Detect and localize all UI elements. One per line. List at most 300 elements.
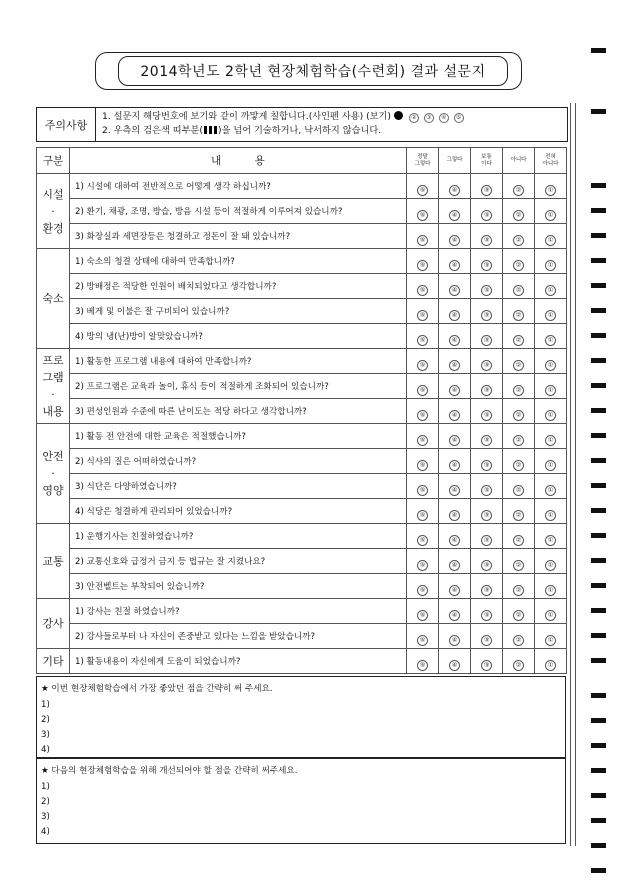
- answer-bubble[interactable]: ③: [481, 260, 492, 271]
- option-cell: [535, 199, 567, 224]
- answer-bubble[interactable]: ⑤: [417, 360, 428, 371]
- answer-bubble[interactable]: ①: [545, 510, 556, 521]
- answer-bubble[interactable]: ⑤: [417, 185, 428, 196]
- table-row: [37, 274, 567, 299]
- answer-bubble[interactable]: ①: [545, 335, 556, 346]
- timing-mark: [591, 768, 606, 773]
- answer-bubble[interactable]: ②: [513, 360, 524, 371]
- answer-bubble[interactable]: ①: [545, 610, 556, 621]
- option-cell: [471, 499, 503, 524]
- option-cell: [503, 474, 535, 499]
- answer-bubble[interactable]: ④: [449, 460, 460, 471]
- timing-mark: [591, 718, 606, 723]
- question-text: 1) 시설에 대하여 전반적으로 어떻게 생각 하십니까?: [70, 174, 407, 199]
- example-circle: ③: [424, 113, 434, 123]
- answer-line[interactable]: 2): [41, 715, 50, 725]
- option-cell: [471, 549, 503, 574]
- option-cell: [535, 299, 567, 324]
- option-cell: [535, 449, 567, 474]
- question-text: 3) 식단은 다양하였습니까?: [70, 474, 407, 499]
- answer-bubble[interactable]: ②: [513, 385, 524, 396]
- option-cell: [407, 574, 439, 599]
- option-cell: [407, 324, 439, 349]
- header-option: 그렇다: [439, 148, 471, 174]
- answer-bubble[interactable]: ②: [513, 560, 524, 571]
- scan-strip: [570, 103, 576, 846]
- answer-bubble[interactable]: ⑤: [417, 560, 428, 571]
- answer-bubble[interactable]: ③: [481, 210, 492, 221]
- option-cell: [471, 374, 503, 399]
- answer-bubble[interactable]: ⑤: [417, 460, 428, 471]
- table-row: [37, 649, 567, 674]
- option-cell: [439, 474, 471, 499]
- question-text: 3) 안전벨트는 부착되어 있습니까?: [70, 574, 407, 599]
- answer-line[interactable]: 3): [41, 812, 50, 822]
- table-row: [37, 524, 567, 549]
- answer-bubble[interactable]: ②: [513, 535, 524, 546]
- notes-text: [96, 108, 466, 141]
- answer-bubble[interactable]: ②: [513, 585, 524, 596]
- answer-bubble[interactable]: ③: [481, 285, 492, 296]
- answer-bubble[interactable]: ③: [481, 310, 492, 321]
- answer-bubble[interactable]: ③: [481, 485, 492, 496]
- timing-mark: [591, 693, 606, 698]
- timing-mark: [591, 818, 606, 823]
- option-cell: [471, 449, 503, 474]
- option-cell: [407, 299, 439, 324]
- answer-bubble[interactable]: ②: [513, 235, 524, 246]
- option-cell: [407, 624, 439, 649]
- answer-bubble[interactable]: ③: [481, 235, 492, 246]
- answer-bubble[interactable]: ③: [481, 185, 492, 196]
- option-cell: [535, 349, 567, 374]
- option-cell: [535, 424, 567, 449]
- answer-bubble[interactable]: ①: [545, 260, 556, 271]
- option-cell: [535, 174, 567, 199]
- option-cell: [407, 499, 439, 524]
- answer-bubble[interactable]: ③: [481, 585, 492, 596]
- option-cell: [503, 349, 535, 374]
- answer-bubble[interactable]: ④: [449, 560, 460, 571]
- option-cell: [471, 249, 503, 274]
- header-content: 내 용: [70, 148, 407, 174]
- option-cell: [503, 599, 535, 624]
- timing-mark: [591, 843, 606, 848]
- option-cell: [503, 299, 535, 324]
- answer-bubble[interactable]: ③: [481, 360, 492, 371]
- answer-bubble[interactable]: ①: [545, 185, 556, 196]
- timing-mark: [591, 533, 606, 538]
- answer-bubble[interactable]: ②: [513, 485, 524, 496]
- option-cell: [503, 374, 535, 399]
- option-cell: [503, 649, 535, 674]
- answer-bubble[interactable]: ⑤: [417, 310, 428, 321]
- option-cell: [471, 174, 503, 199]
- answer-bubble[interactable]: ②: [513, 285, 524, 296]
- option-cell: [407, 549, 439, 574]
- answer-bubble[interactable]: ③: [481, 635, 492, 646]
- answer-line[interactable]: 2): [41, 797, 50, 807]
- answer-bubble[interactable]: ②: [513, 310, 524, 321]
- timing-mark: [591, 658, 606, 663]
- option-cell: [535, 399, 567, 424]
- option-cell: [471, 599, 503, 624]
- answer-bubble[interactable]: ③: [481, 410, 492, 421]
- survey-table: [36, 147, 567, 674]
- timing-mark: [591, 633, 606, 638]
- question-text: 2) 환기, 채광, 조명, 방습, 방음 시설 등이 적절하게 이루어져 있습니까?: [70, 199, 407, 224]
- answer-bubble[interactable]: ①: [545, 385, 556, 396]
- option-cell: [535, 524, 567, 549]
- answer-bubble[interactable]: ④: [449, 385, 460, 396]
- answer-bubble[interactable]: ②: [513, 635, 524, 646]
- answer-bubble[interactable]: ⑤: [417, 660, 428, 671]
- answer-line[interactable]: 1): [41, 700, 50, 710]
- option-cell: [535, 324, 567, 349]
- free-response-good: [36, 676, 566, 758]
- header-category: 구분: [37, 148, 70, 174]
- notes-line-2-prefix: 2. 우측의 검은색 띠부분(: [102, 125, 203, 136]
- option-cell: [407, 199, 439, 224]
- answer-bubble[interactable]: ④: [449, 510, 460, 521]
- option-cell: [535, 374, 567, 399]
- answer-bubble[interactable]: ④: [449, 660, 460, 671]
- option-cell: [407, 449, 439, 474]
- option-cell: [439, 549, 471, 574]
- option-cell: [503, 549, 535, 574]
- timing-mark: [591, 793, 606, 798]
- option-cell: [407, 249, 439, 274]
- answer-bubble[interactable]: ①: [545, 660, 556, 671]
- option-cell: [535, 499, 567, 524]
- table-row: [37, 249, 567, 274]
- question-text: 1) 활동내용이 자신에게 도움이 되었습니까?: [70, 649, 407, 674]
- free-prompt: ★ 다음의 현장체험학습을 위해 개선되어야 할 점을 간략히 써주세요.: [41, 766, 298, 776]
- option-cell: [503, 174, 535, 199]
- timing-mark: [591, 558, 606, 563]
- option-cell: [535, 549, 567, 574]
- answer-bubble[interactable]: ②: [513, 460, 524, 471]
- answer-bubble[interactable]: ①: [545, 435, 556, 446]
- option-cell: [503, 324, 535, 349]
- notes-line-2-suffix: )을 넘어 기술하거나, 낙서하지 않습니다.: [218, 125, 382, 136]
- answer-bubble[interactable]: ⑤: [417, 385, 428, 396]
- answer-bubble[interactable]: ③: [481, 660, 492, 671]
- question-text: 3) 화장실과 세면장등은 청결하고 정돈이 잘 돼 있습니까?: [70, 224, 407, 249]
- answer-bubble[interactable]: ②: [513, 210, 524, 221]
- answer-line[interactable]: 1): [41, 782, 50, 792]
- table-row: [37, 599, 567, 624]
- answer-bubble[interactable]: ④: [449, 485, 460, 496]
- option-cell: [535, 624, 567, 649]
- question-text: 1) 운행기사는 친절하였습니까?: [70, 524, 407, 549]
- answer-bubble[interactable]: ④: [449, 210, 460, 221]
- answer-bubble[interactable]: ④: [449, 235, 460, 246]
- timing-mark: [591, 358, 606, 363]
- header-option: 전혀 아니다: [535, 148, 567, 174]
- question-text: 1) 활동한 프로그램 내용에 대하여 만족합니까?: [70, 349, 407, 374]
- option-cell: [407, 374, 439, 399]
- question-text: 4) 식당은 청결하게 관리되어 있었습니까?: [70, 499, 407, 524]
- category-cell: 숙소: [37, 249, 70, 349]
- answer-bubble[interactable]: ③: [481, 460, 492, 471]
- answer-bubble[interactable]: ⑤: [417, 610, 428, 621]
- answer-bubble[interactable]: ⑤: [417, 335, 428, 346]
- option-cell: [471, 424, 503, 449]
- answer-bubble[interactable]: ③: [481, 335, 492, 346]
- option-cell: [439, 424, 471, 449]
- answer-bubble[interactable]: ①: [545, 560, 556, 571]
- answer-bubble[interactable]: ①: [545, 360, 556, 371]
- answer-bubble[interactable]: ④: [449, 285, 460, 296]
- answer-bubble[interactable]: ③: [481, 510, 492, 521]
- answer-bubble[interactable]: ④: [449, 635, 460, 646]
- answer-bubble[interactable]: ⑤: [417, 485, 428, 496]
- option-cell: [439, 249, 471, 274]
- question-text: 1) 숙소의 청결 상태에 대하여 만족합니까?: [70, 249, 407, 274]
- question-text: 3) 베게 및 이불은 잘 구비되어 있습니까?: [70, 299, 407, 324]
- page-title: 2014학년도 2학년 현장체험학습(수련회) 결과 설문지: [118, 56, 508, 86]
- free-response-improve: [36, 758, 566, 844]
- option-cell: [407, 349, 439, 374]
- timing-mark: [591, 283, 606, 288]
- option-cell: [471, 299, 503, 324]
- answer-bubble[interactable]: ①: [545, 460, 556, 471]
- answer-bubble[interactable]: ③: [481, 435, 492, 446]
- answer-bubble[interactable]: ④: [449, 335, 460, 346]
- timing-mark: [591, 433, 606, 438]
- option-cell: [503, 574, 535, 599]
- timing-mark: [591, 408, 606, 413]
- answer-bubble[interactable]: ⑤: [417, 585, 428, 596]
- answer-bubble[interactable]: ⑤: [417, 285, 428, 296]
- answer-bubble[interactable]: ④: [449, 410, 460, 421]
- option-cell: [407, 274, 439, 299]
- answer-bubble[interactable]: ⑤: [417, 635, 428, 646]
- timing-mark: [591, 183, 606, 188]
- table-row: [37, 299, 567, 324]
- timing-mark: [591, 48, 606, 53]
- table-row: [37, 574, 567, 599]
- answer-bubble[interactable]: ③: [481, 535, 492, 546]
- category-cell: 안전 · 영양: [37, 424, 70, 524]
- filled-circle-icon: [394, 111, 403, 120]
- option-cell: [503, 199, 535, 224]
- option-cell: [503, 449, 535, 474]
- answer-bubble[interactable]: ④: [449, 185, 460, 196]
- table-row: [37, 399, 567, 424]
- answer-bubble[interactable]: ⑤: [417, 435, 428, 446]
- table-row: [37, 374, 567, 399]
- answer-bubble[interactable]: ③: [481, 385, 492, 396]
- option-cell: [535, 274, 567, 299]
- table-row: [37, 474, 567, 499]
- timing-mark: [591, 483, 606, 488]
- answer-bubble[interactable]: ④: [449, 260, 460, 271]
- option-cell: [535, 649, 567, 674]
- option-cell: [503, 224, 535, 249]
- option-cell: [535, 474, 567, 499]
- answer-line[interactable]: 4): [41, 827, 50, 837]
- answer-bubble[interactable]: ⑤: [417, 210, 428, 221]
- answer-bubble[interactable]: ④: [449, 610, 460, 621]
- table-header: [37, 148, 567, 174]
- category-cell: 교통: [37, 524, 70, 599]
- question-text: 1) 강사는 친절 하였습니까?: [70, 599, 407, 624]
- option-cell: [471, 474, 503, 499]
- option-cell: [407, 649, 439, 674]
- answer-bubble[interactable]: ⑤: [417, 510, 428, 521]
- answer-bubble[interactable]: ④: [449, 360, 460, 371]
- option-cell: [535, 224, 567, 249]
- answer-bubble[interactable]: ②: [513, 260, 524, 271]
- option-cell: [503, 249, 535, 274]
- option-cell: [439, 324, 471, 349]
- answer-bubble[interactable]: ①: [545, 535, 556, 546]
- question-text: 2) 프로그램은 교육과 놀이, 휴식 등이 적절하게 조화되어 있습니까?: [70, 374, 407, 399]
- option-cell: [471, 349, 503, 374]
- answer-bubble[interactable]: ②: [513, 335, 524, 346]
- table-row: [37, 549, 567, 574]
- answer-bubble[interactable]: ④: [449, 585, 460, 596]
- answer-bubble[interactable]: ⑤: [417, 235, 428, 246]
- answer-bubble[interactable]: ④: [449, 535, 460, 546]
- answer-bubble[interactable]: ②: [513, 660, 524, 671]
- black-bar-icon: [209, 126, 212, 134]
- option-cell: [439, 499, 471, 524]
- timing-mark: [591, 383, 606, 388]
- option-cell: [439, 174, 471, 199]
- option-cell: [503, 274, 535, 299]
- question-text: 4) 방의 냉(난)방이 알맞았습니까?: [70, 324, 407, 349]
- table-row: [37, 349, 567, 374]
- option-cell: [439, 524, 471, 549]
- answer-bubble[interactable]: ②: [513, 185, 524, 196]
- option-cell: [535, 249, 567, 274]
- timing-mark: [591, 743, 606, 748]
- table-row: [37, 624, 567, 649]
- option-cell: [503, 424, 535, 449]
- example-circle: ④: [439, 113, 449, 123]
- answer-bubble[interactable]: ②: [513, 410, 524, 421]
- option-cell: [503, 624, 535, 649]
- answer-bubble[interactable]: ①: [545, 585, 556, 596]
- black-bar-icon: [214, 126, 217, 134]
- option-cell: [407, 174, 439, 199]
- answer-bubble[interactable]: ①: [545, 210, 556, 221]
- option-cell: [471, 199, 503, 224]
- notes-line-1: 1. 설문지 해당번호에 보기와 같이 까맣게 칠합니다.(사인펜 사용) (보기): [102, 111, 392, 122]
- answer-line[interactable]: 4): [41, 745, 50, 755]
- notes-box: [36, 107, 568, 142]
- option-cell: [439, 274, 471, 299]
- option-cell: [439, 199, 471, 224]
- timing-mark: [591, 258, 606, 263]
- option-cell: [407, 224, 439, 249]
- option-cell: [439, 624, 471, 649]
- header-option: 정말 그렇다: [407, 148, 439, 174]
- option-cell: [439, 299, 471, 324]
- option-cell: [407, 399, 439, 424]
- timing-mark: [591, 109, 606, 114]
- option-cell: [471, 574, 503, 599]
- table-row: [37, 199, 567, 224]
- answer-bubble[interactable]: ①: [545, 285, 556, 296]
- timing-mark: [591, 583, 606, 588]
- header-option: 보통 이다: [471, 148, 503, 174]
- option-cell: [471, 649, 503, 674]
- answer-bubble[interactable]: ②: [513, 610, 524, 621]
- answer-line[interactable]: 3): [41, 730, 50, 740]
- category-cell: 프로 그램 · 내용: [37, 349, 70, 424]
- answer-bubble[interactable]: ①: [545, 635, 556, 646]
- timing-mark: [591, 458, 606, 463]
- option-cell: [439, 224, 471, 249]
- answer-bubble[interactable]: ②: [513, 435, 524, 446]
- timing-mark: [591, 308, 606, 313]
- option-cell: [471, 324, 503, 349]
- option-cell: [439, 449, 471, 474]
- table-row: [37, 424, 567, 449]
- answer-bubble[interactable]: ③: [481, 610, 492, 621]
- option-cell: [535, 599, 567, 624]
- timing-mark: [591, 608, 606, 613]
- question-text: 1) 활동 전 안전에 대한 교육은 적절했습니까?: [70, 424, 407, 449]
- question-text: 3) 편성인원과 수준에 따른 난이도는 적당 하다고 생각합니까?: [70, 399, 407, 424]
- question-text: 2) 강사들로부터 나 자신이 존중받고 있다는 느낌을 받았습니까?: [70, 624, 407, 649]
- answer-bubble[interactable]: ①: [545, 485, 556, 496]
- option-cell: [407, 524, 439, 549]
- answer-bubble[interactable]: ⑤: [417, 410, 428, 421]
- table-row: [37, 324, 567, 349]
- table-row: [37, 499, 567, 524]
- option-cell: [439, 349, 471, 374]
- category-cell: 기타: [37, 649, 70, 674]
- option-cell: [439, 574, 471, 599]
- option-cell: [471, 224, 503, 249]
- table-row: [37, 224, 567, 249]
- timing-mark: [591, 868, 606, 873]
- option-cell: [471, 524, 503, 549]
- answer-bubble[interactable]: ①: [545, 310, 556, 321]
- option-cell: [535, 574, 567, 599]
- answer-bubble[interactable]: ①: [545, 410, 556, 421]
- option-cell: [439, 649, 471, 674]
- option-cell: [471, 624, 503, 649]
- timing-mark: [591, 508, 606, 513]
- question-text: 2) 교통신호와 급정거 금지 등 법규는 잘 지켰나요?: [70, 549, 407, 574]
- timing-mark: [591, 208, 606, 213]
- example-circle: ②: [409, 113, 419, 123]
- answer-bubble[interactable]: ⑤: [417, 260, 428, 271]
- answer-bubble[interactable]: ①: [545, 235, 556, 246]
- answer-bubble[interactable]: ③: [481, 560, 492, 571]
- category-cell: 강사: [37, 599, 70, 649]
- option-cell: [503, 499, 535, 524]
- answer-bubble[interactable]: ⑤: [417, 535, 428, 546]
- free-prompt: ★ 이번 현장체험학습에서 가장 좋았던 점을 간략히 써 주세요.: [41, 684, 273, 694]
- option-cell: [439, 599, 471, 624]
- option-cell: [407, 599, 439, 624]
- question-text: 2) 식사의 질은 어떠하였습니까?: [70, 449, 407, 474]
- answer-bubble[interactable]: ④: [449, 435, 460, 446]
- answer-bubble[interactable]: ②: [513, 510, 524, 521]
- option-cell: [503, 524, 535, 549]
- option-cell: [439, 374, 471, 399]
- timing-mark: [591, 233, 606, 238]
- answer-bubble[interactable]: ④: [449, 310, 460, 321]
- table-row: [37, 449, 567, 474]
